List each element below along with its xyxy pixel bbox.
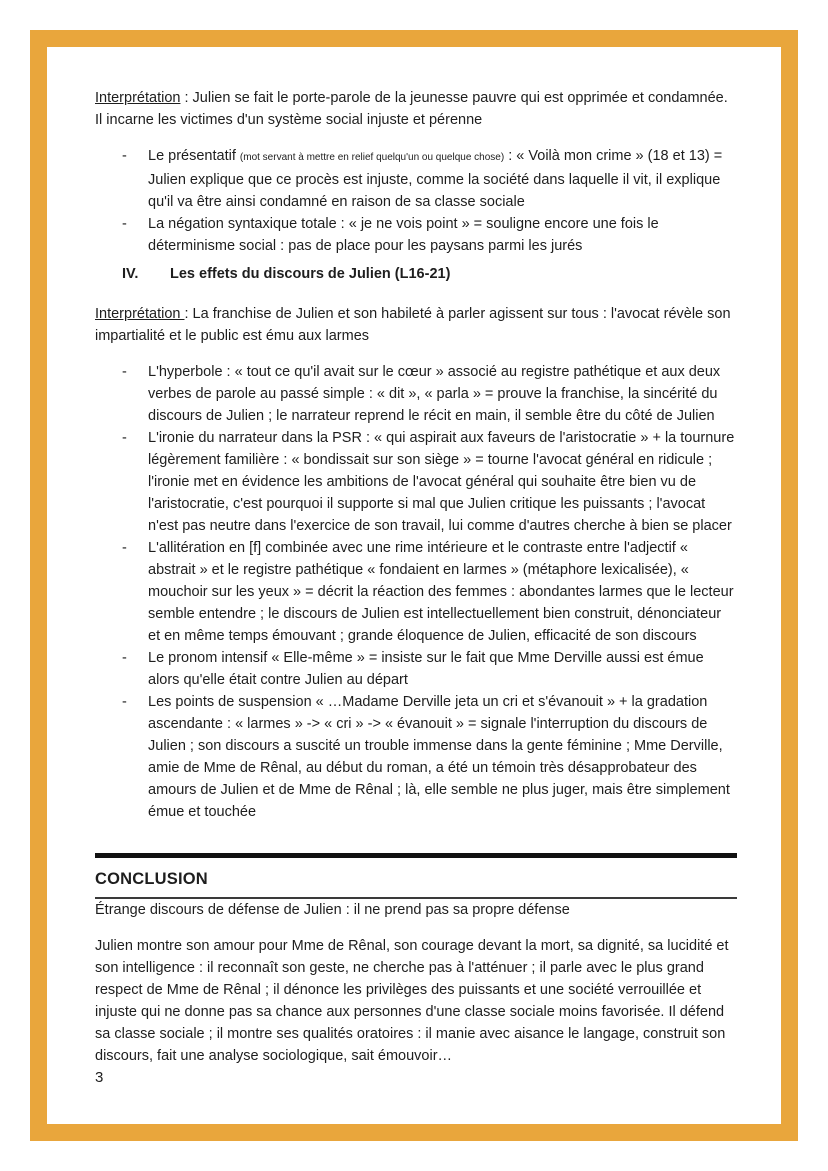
interpretation-2-text: : La franchise de Julien et son habileté à parler agissent sur tous : l'avocat révèle son impartialité et le public est ému aux larmes	[95, 306, 731, 344]
dash-bullet: -	[122, 694, 127, 710]
list-item-text	[148, 148, 722, 210]
section-heading-numeral: IV.	[122, 266, 139, 282]
interpretation-paragraph-2	[95, 303, 737, 347]
list-item	[95, 145, 737, 213]
dash-bullet: -	[122, 430, 127, 446]
conclusion-paragraph-1: Étrange discours de défense de Julien : il ne prend pas sa propre défense	[95, 902, 570, 918]
page-number: 3	[95, 1069, 104, 1086]
section-heading-iv	[95, 263, 737, 285]
list-item-text: L'hyperbole : « tout ce qu'il avait sur le cœur » associé au registre pathétique et aux deux verbes de parole au passé simple : « dit », « parla » = prouve la franchise, la sincérité du discours de Julien ; le narrateur reprend le récit en main, il semble être du côté de Julien	[148, 364, 721, 424]
interpretation-1-text: : Julien se fait le porte-parole de la jeunesse pauvre qui est opprimée et condamnée. Il incarne les victimes d'un système social injuste et pérenne	[95, 90, 728, 128]
list-item-text: Les points de suspension « …Madame Derville jeta un cri et s'évanouit » + la gradation ascendante : « larmes » -> « cri » -> « évanouit » = signale l'interruption du discours de Julien ; son discours a suscité un trouble immense dans la gente féminine ; Mme Derville, amie de Mme de Rênal, au début du roman, a été un témoin très désapprobateur des amours de Julien et de Mme de Rênal ; là, elle semble ne plus juger, mais être simplement émue et touchée	[148, 694, 730, 820]
list-item-text: Le pronom intensif « Elle-même » = insiste sur le fait que Mme Derville aussi est émue alors qu'elle était contre Julien au départ	[148, 650, 704, 688]
list-item	[95, 213, 737, 257]
interpretation-1-label: Interprétation	[95, 90, 181, 106]
list-item-smallnote: (mot servant à mettre en relief quelqu'un ou quelque chose)	[239, 152, 505, 163]
list-item	[95, 537, 737, 647]
list-item	[95, 361, 737, 427]
list-item-text: La négation syntaxique totale : « je ne vois point » = souligne encore une fois le déterminisme social : pas de place pour les paysans parmi les jurés	[148, 216, 659, 254]
list-item	[95, 647, 737, 691]
list-item-lead: Le présentatif	[148, 148, 240, 164]
list-item	[95, 691, 737, 823]
conclusion-heading-block	[95, 853, 737, 899]
list-item-body: : « Voilà mon crime » (18 et 13) = Julien explique que ce procès est injuste, comme la société dans laquelle il vit, il explique qu'il va être ainsi condamné en raison de sa classe sociale	[148, 148, 723, 210]
bullet-list-2	[95, 361, 737, 823]
dash-bullet: -	[122, 216, 127, 232]
dash-bullet: -	[122, 364, 127, 380]
bullet-list-1	[95, 145, 737, 257]
page-border	[30, 30, 798, 1141]
section-heading-title: Les effets du discours de Julien (L16-21)	[170, 266, 451, 282]
dash-bullet: -	[122, 540, 127, 556]
interpretation-paragraph-1	[95, 87, 737, 131]
list-item-text: L'ironie du narrateur dans la PSR : « qui aspirait aux faveurs de l'aristocratie » + la tournure légèrement familière : « bondissait sur son siège » = tourne l'avocat général en ridicule ; l'ironie met en évidence les ambitions de l'avocat général qui souhaite être bien vu de l'aristocratie, c'est pourquoi il supporte si mal que Julien critique les puissants ; l'avocat n'est pas neutre dans l'exercice de son travail, lui comme d'autres cherche à bien se placer	[148, 430, 735, 534]
dash-bullet: -	[122, 148, 127, 164]
list-item-text: L'allitération en [f] combinée avec une rime intérieure et le contraste entre l'adjectif « abstrait » et le registre pathétique « fondaient en larmes » (métaphore lexicalisée), « mouchoir sur les yeux » = décrit la réaction des femmes : abondantes larmes que le lecteur semble entendre ; le discours de Julien est intellectuellement bien construit, dénonciateur et en même temps émouvant ; grande éloquence de Julien, efficacité de son discours	[148, 540, 734, 644]
interpretation-2-label: Interprétation	[95, 306, 185, 322]
dash-bullet: -	[122, 650, 127, 666]
page-content	[47, 47, 781, 1067]
conclusion-heading: CONCLUSION	[95, 868, 737, 899]
list-item	[95, 427, 737, 537]
conclusion-paragraph-2: Julien montre son amour pour Mme de Rênal, son courage devant la mort, sa dignité, sa lucidité et son intelligence : il reconnaît son geste, ne cherche pas à l'atténuer ; il parle avec le plus grand respect de Mme de Rênal ; il dénonce les privilèges des puissants et une société verrouillée et injuste qui ne donne pas sa chance aux personnes d'une classe sociale moins favorisée. Il défend sa classe sociale ; il montre ses qualités oratoires : il manie avec aisance le langage, construit son discours, fait une analyse sociologique, sait émouvoir…	[95, 938, 729, 1064]
